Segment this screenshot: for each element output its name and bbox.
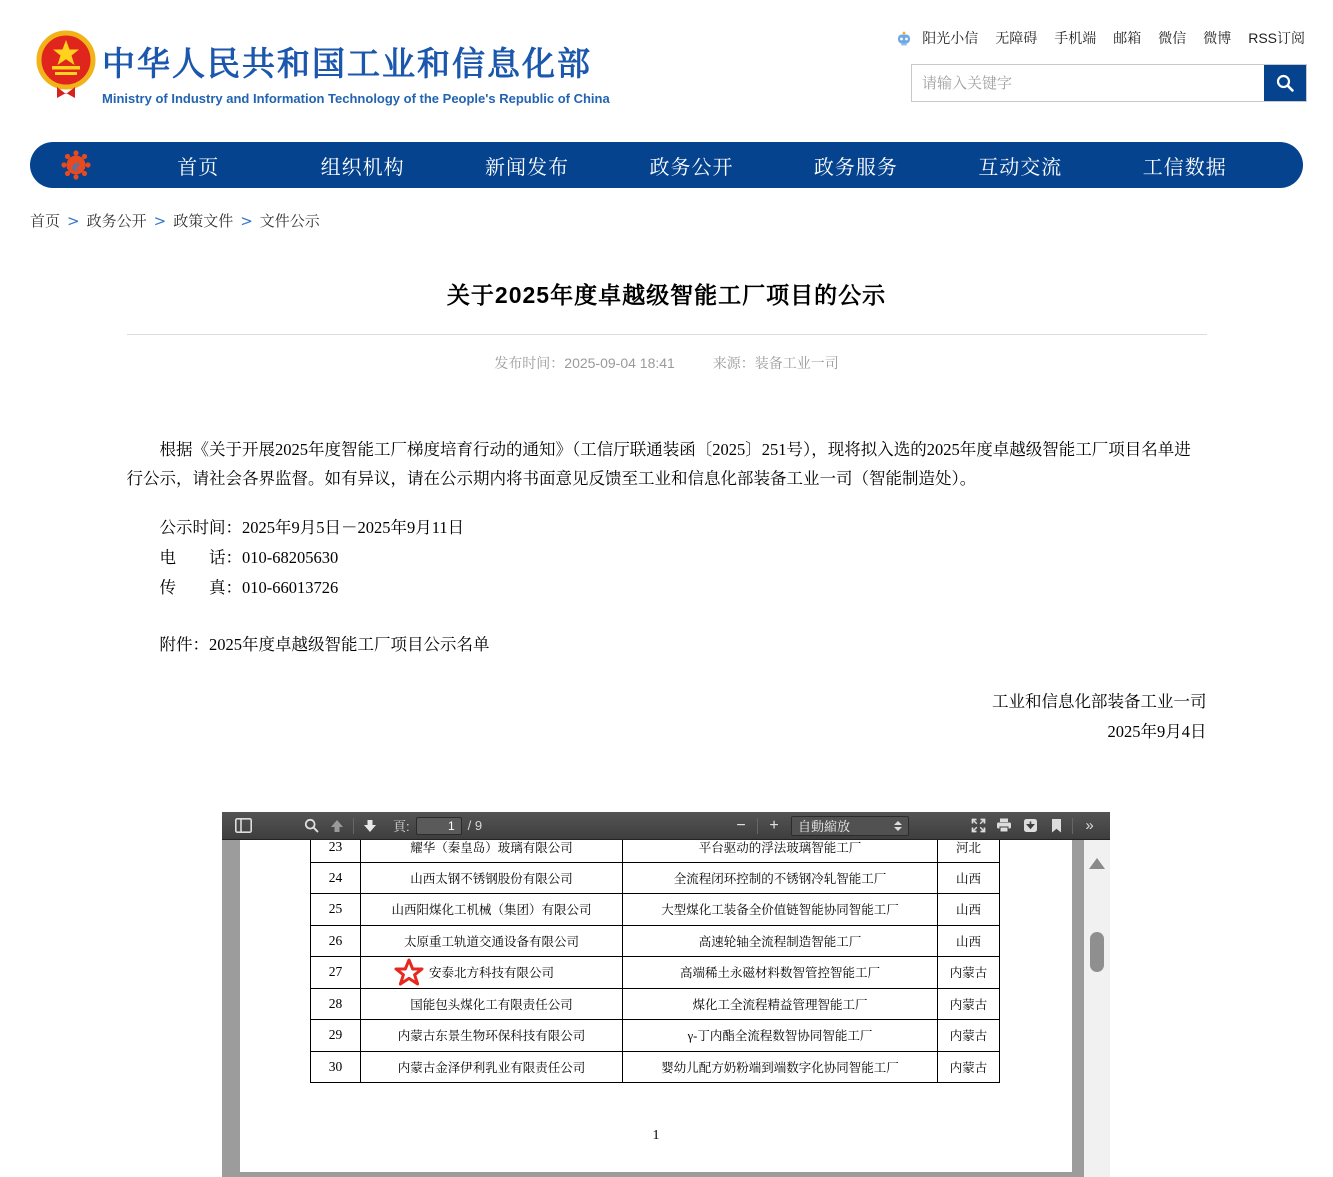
attachment-table <box>310 840 1000 1083</box>
arrow-up-icon <box>330 819 344 833</box>
company-cell: 山西太钢不锈钢股份有限公司 <box>360 863 622 895</box>
table-row <box>310 863 1000 895</box>
quick-link-mobile[interactable]: 手机端 <box>1054 30 1097 46</box>
table-row <box>310 894 1000 926</box>
row-number: 25 <box>310 894 360 926</box>
company-cell: 耀华（秦皇岛）玻璃有限公司 <box>360 840 622 863</box>
province-cell: 内蒙古 <box>937 989 1000 1021</box>
fullscreen-icon <box>971 818 986 833</box>
chevron-double-right-icon: » <box>1085 817 1093 834</box>
download-button[interactable] <box>1017 815 1043 837</box>
breadcrumb-separator: > <box>153 212 167 230</box>
minus-icon: − <box>736 816 746 834</box>
publish-time: 发布时间：2025-09-04 18:41 <box>494 355 675 371</box>
site-title-zh: 中华人民共和国工业和信息化部 <box>102 45 592 82</box>
breadcrumb-policy-docs[interactable]: 政策文件 <box>173 213 234 230</box>
print-button[interactable] <box>991 815 1017 837</box>
company-cell: 山西阳煤化工机械（集团）有限公司 <box>360 894 622 926</box>
table-row <box>310 1052 1000 1084</box>
zoom-in-button[interactable] <box>761 815 787 837</box>
province-cell: 山西 <box>937 926 1000 958</box>
paragraph-intro: 根据《关于开展2025年度智能工厂梯度培育行动的通知》（工信厅联通装函〔2025〕251号），现将拟入选的2025年度卓越级智能工厂项目名单进行公示，请社会各界监督。如有异议，请在公示期内将书面意见反馈至工业和信息化部装备工业一司（智能制造处）。 <box>126 440 1191 488</box>
table-row <box>310 840 1000 863</box>
sidebar-toggle-icon <box>235 818 252 833</box>
project-cell: γ-丁内酯全流程数智协同智能工厂 <box>622 1020 937 1052</box>
toolbar-divider <box>353 818 354 834</box>
plus-icon: + <box>769 816 779 834</box>
red-star-stamp-icon <box>394 958 424 987</box>
province-cell: 内蒙古 <box>937 1052 1000 1084</box>
pdf-scrollbar[interactable] <box>1084 840 1110 1177</box>
scroll-up-arrow-icon[interactable] <box>1089 858 1105 869</box>
project-cell: 全流程闭环控制的不锈钢冷轧智能工厂 <box>622 863 937 895</box>
province-cell: 河北 <box>937 840 1000 863</box>
table-row <box>310 926 1000 958</box>
site-header <box>0 0 1333 130</box>
project-cell: 煤化工全流程精益管理智能工厂 <box>622 989 937 1021</box>
signature-date: 2025年9月4日 <box>1107 722 1207 741</box>
table-row <box>310 989 1000 1021</box>
toolbar-divider <box>757 818 758 834</box>
breadcrumb-home[interactable]: 首页 <box>30 213 61 230</box>
nav-item-news[interactable]: 新闻发布 <box>485 156 570 179</box>
project-cell: 高端稀土永磁材料数智管控智能工厂 <box>622 957 937 989</box>
site-title <box>102 38 610 106</box>
row-number: 24 <box>310 863 360 895</box>
toolbar-divider <box>1072 818 1073 834</box>
company-name: 安泰北方科技有限公司 <box>428 966 554 981</box>
signature-block <box>127 687 1207 747</box>
page-count: / 9 <box>467 818 483 833</box>
zoom-mode-value: 自動縮放 <box>798 819 851 834</box>
main-nav <box>30 142 1303 188</box>
search-bar <box>911 64 1307 102</box>
scrollbar-thumb[interactable] <box>1090 932 1104 972</box>
province-cell: 山西 <box>937 894 1000 926</box>
company-cell: 内蒙古金泽伊利乳业有限责任公司 <box>360 1052 622 1084</box>
project-cell: 平台驱动的浮法玻璃智能工厂 <box>622 840 937 863</box>
zoom-mode-select[interactable] <box>791 816 909 836</box>
miit-gear-icon <box>60 149 116 181</box>
page-label: 頁: <box>393 819 410 834</box>
presentation-mode-button[interactable] <box>965 815 991 837</box>
province-cell: 内蒙古 <box>937 1020 1000 1052</box>
row-number: 29 <box>310 1020 360 1052</box>
pdf-page <box>240 840 1072 1172</box>
attachment-line: 附件：2025年度卓越级智能工厂项目公示名单 <box>159 635 490 654</box>
pdf-toolbar <box>222 812 1110 840</box>
sidebar-toggle-button[interactable] <box>230 815 256 837</box>
quick-link-accessibility[interactable]: 无障碍 <box>995 30 1038 46</box>
quick-link-mail[interactable]: 邮箱 <box>1113 30 1142 46</box>
quick-link-sunshine[interactable]: 阳光小信 <box>922 30 979 46</box>
table-row-starred <box>310 957 1000 989</box>
notice-period-line: 公示时间：2025年9月5日－2025年9月11日 <box>159 518 465 537</box>
search-icon <box>1275 73 1295 93</box>
quick-link-weibo[interactable]: 微博 <box>1203 30 1232 46</box>
article-source: 来源：装备工业一司 <box>712 355 839 371</box>
project-cell: 婴幼儿配方奶粉端到端数字化协同智能工厂 <box>622 1052 937 1084</box>
national-emblem-logo <box>35 28 97 100</box>
search-input[interactable] <box>912 65 1264 101</box>
bookmark-icon <box>1051 819 1062 833</box>
search-button[interactable] <box>1264 65 1306 101</box>
nav-item-organization[interactable]: 组织机构 <box>320 156 405 179</box>
province-cell: 内蒙古 <box>937 957 1000 989</box>
title-divider <box>127 334 1207 335</box>
fax-line: 传 真：010-66013726 <box>159 578 339 597</box>
signature-department: 工业和信息化部装备工业一司 <box>992 692 1207 711</box>
row-number: 28 <box>310 989 360 1021</box>
svg-text:e: e <box>72 156 80 175</box>
breadcrumb-separator: > <box>67 212 80 230</box>
project-cell: 大型煤化工装备全价值链智能协同智能工厂 <box>622 894 937 926</box>
select-arrows-icon <box>894 821 902 831</box>
row-number: 26 <box>310 926 360 958</box>
download-icon <box>1023 818 1038 833</box>
search-icon <box>304 818 319 833</box>
quick-link-wechat[interactable]: 微信 <box>1158 30 1187 46</box>
article <box>127 231 1207 747</box>
more-tools-button[interactable] <box>1076 815 1102 837</box>
zoom-out-button[interactable] <box>728 815 754 837</box>
quick-links <box>895 28 1305 48</box>
article-meta <box>127 353 1207 373</box>
pdf-viewer <box>222 812 1110 1177</box>
breadcrumb-doc-notice[interactable]: 文件公示 <box>259 213 320 230</box>
province-cell: 山西 <box>937 863 1000 895</box>
company-cell: 太原重工轨道交通设备有限公司 <box>360 926 622 958</box>
site-title-en: Ministry of Industry and Information Technology of the People's Republic of China <box>102 91 610 106</box>
breadcrumb <box>30 210 1333 231</box>
bookmark-button[interactable] <box>1043 815 1069 837</box>
article-body <box>127 435 1207 747</box>
next-page-button[interactable] <box>357 815 383 837</box>
find-button[interactable] <box>298 815 324 837</box>
nav-item-gov-services[interactable]: 政务服务 <box>813 156 898 179</box>
company-cell: 国能包头煤化工有限责任公司 <box>360 989 622 1021</box>
sunshine-robot-icon <box>895 29 913 47</box>
project-cell: 高速轮轴全流程制造智能工厂 <box>622 926 937 958</box>
printer-icon <box>996 818 1012 833</box>
row-number: 23 <box>310 840 360 863</box>
pdf-page-number: 1 <box>652 1128 660 1143</box>
nav-item-gov-disclosure[interactable]: 政务公开 <box>649 156 734 179</box>
nav-item-interaction[interactable]: 互动交流 <box>978 156 1063 179</box>
previous-page-button[interactable] <box>324 815 350 837</box>
company-cell: 内蒙古东景生物环保科技有限公司 <box>360 1020 622 1052</box>
breadcrumb-gov-disclosure[interactable]: 政务公开 <box>86 213 147 230</box>
phone-line: 电 话：010-68205630 <box>159 548 339 567</box>
row-number: 27 <box>310 957 360 989</box>
page-title: 关于2025年度卓越级智能工厂项目的公示 <box>446 282 887 308</box>
breadcrumb-separator: > <box>240 212 253 230</box>
row-number: 30 <box>310 1052 360 1084</box>
company-cell <box>360 957 622 989</box>
nav-item-data[interactable]: 工信数据 <box>1142 156 1227 179</box>
quick-link-rss[interactable]: RSS订阅 <box>1248 30 1305 46</box>
arrow-down-icon <box>363 819 377 833</box>
nav-item-home[interactable]: 首页 <box>177 156 220 179</box>
table-row <box>310 1020 1000 1052</box>
page-number-input[interactable] <box>416 817 462 835</box>
